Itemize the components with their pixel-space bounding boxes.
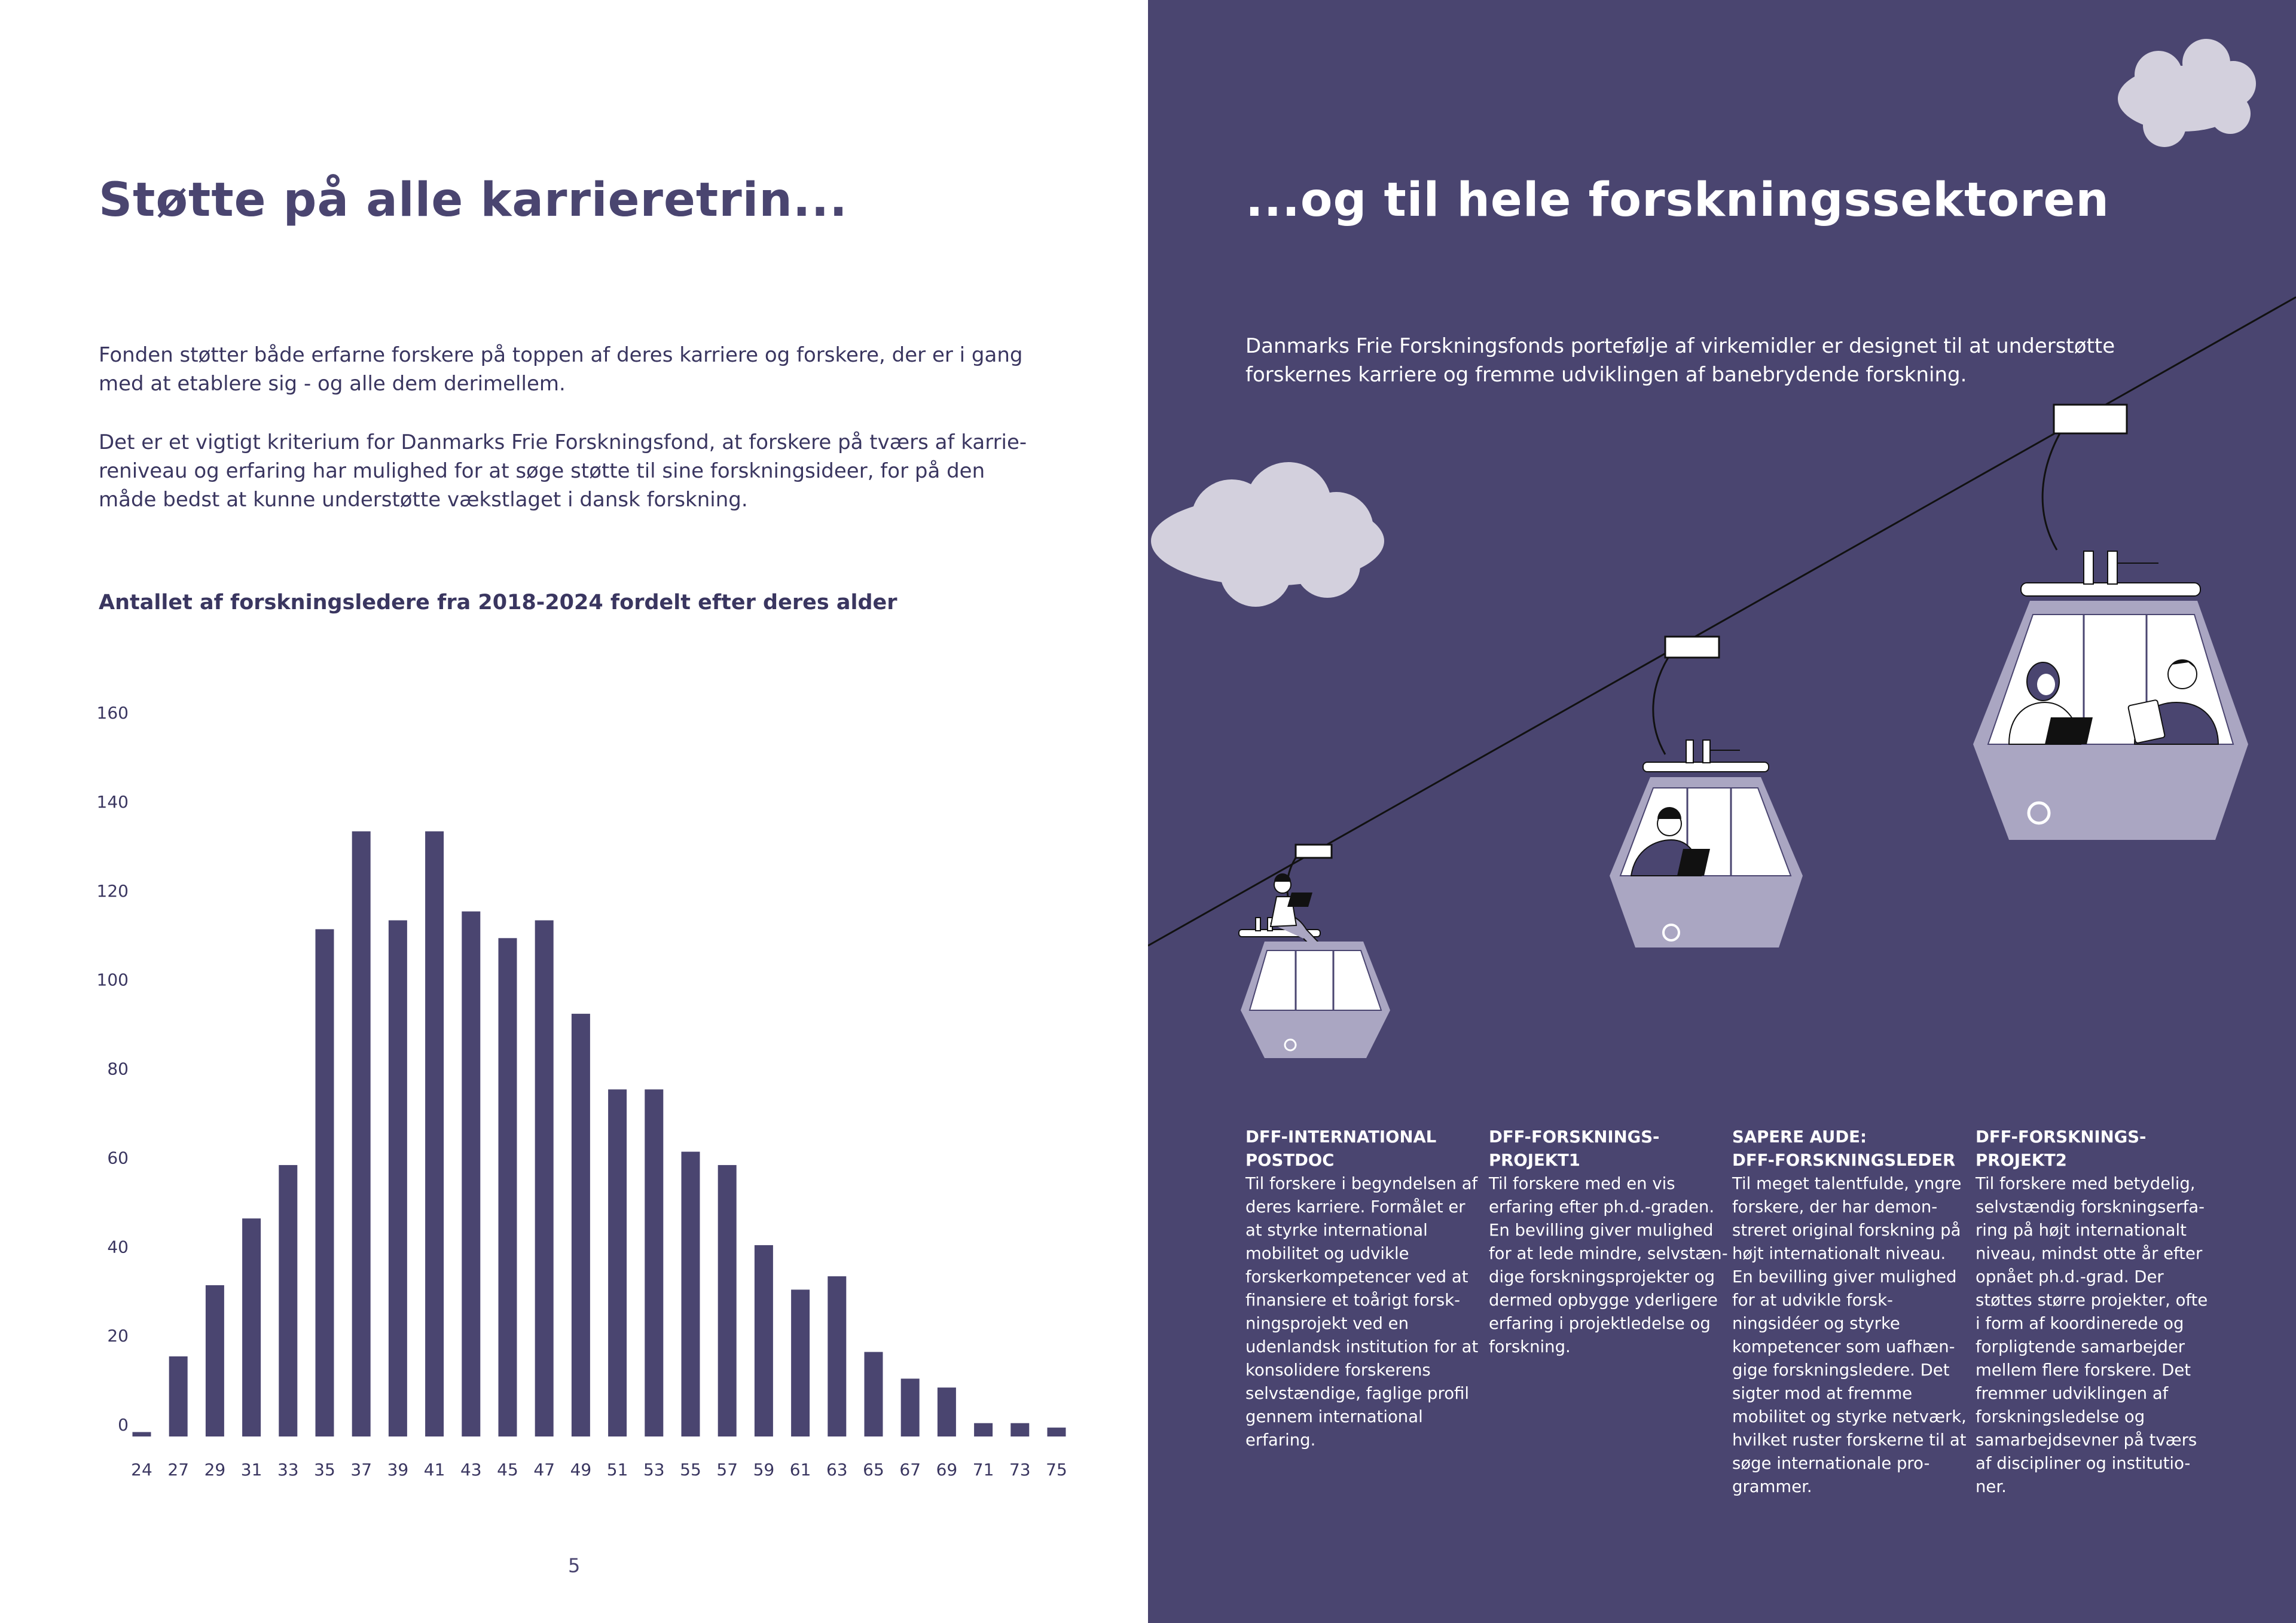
- column-line: konsolidere forskerens: [1245, 1361, 1431, 1380]
- column-line: Til forskere med en vis: [1489, 1174, 1675, 1193]
- y-tick-label: 140: [96, 791, 129, 812]
- bar: [1010, 1423, 1029, 1436]
- bar: [828, 1276, 846, 1436]
- column-line: mellem flere forskere. Det: [1976, 1361, 2191, 1380]
- column-line: Til forskere med betydelig,: [1976, 1174, 2196, 1193]
- column-line: forskere, der har demon-: [1732, 1197, 1938, 1217]
- x-tick-label: 57: [716, 1460, 738, 1480]
- column-line: samarbejdsevner på tværs: [1976, 1431, 2197, 1450]
- column-title: DFF-FORSKNINGS-: [1489, 1127, 1660, 1147]
- column-line: gige forskningsledere. Det: [1732, 1361, 1950, 1380]
- bar: [389, 921, 407, 1436]
- x-tick-label: 49: [570, 1460, 592, 1480]
- bar: [865, 1352, 883, 1436]
- column-line: selvstændige, faglige profil: [1245, 1384, 1469, 1403]
- column-line: ner.: [1976, 1477, 2007, 1496]
- bar: [279, 1165, 297, 1436]
- column-international-postdoc: [1245, 1126, 1479, 1452]
- column-line: streret original forskning på: [1732, 1221, 1961, 1240]
- text-line: reniveau og erfaring har mulighed for at søge støtte til sine forskningsideer, for på den: [99, 459, 985, 483]
- column-line: En bevilling giver mulighed: [1732, 1267, 1957, 1286]
- bar: [535, 921, 554, 1436]
- gondola-small: [1239, 845, 1390, 1058]
- x-tick-label: 47: [533, 1460, 555, 1480]
- page-number: 5: [568, 1554, 581, 1577]
- column-line: sigter mod at fremme: [1732, 1384, 1913, 1403]
- gondola-large: [1973, 405, 2248, 840]
- column-line: støttes større projekter, ofte: [1976, 1291, 2208, 1310]
- column-line: erfaring efter ph.d.-graden.: [1489, 1197, 1715, 1217]
- column-line: fremmer udviklingen af: [1976, 1384, 2169, 1403]
- x-tick-label: 31: [240, 1460, 262, 1480]
- column-line: Til forskere i begyndelsen af: [1245, 1174, 1478, 1193]
- column-forskningsprojekt2: [1976, 1126, 2209, 1499]
- text-line: Det er et vigtigt kriterium for Danmarks Frie Forskningsfond, at forskere på tværs af karrie-: [99, 430, 1027, 454]
- column-line: udenlandsk institution for at: [1245, 1337, 1479, 1356]
- x-tick-label: 69: [936, 1460, 958, 1480]
- column-line: selvstændig forskningserfa-: [1976, 1197, 2205, 1217]
- column-line: dermed opbygge yderligere: [1489, 1291, 1718, 1310]
- bar: [425, 832, 444, 1436]
- cloud-small: [2118, 39, 2256, 147]
- column-line: deres karriere. Formålet er: [1245, 1197, 1465, 1217]
- column-title: SAPERE AUDE:: [1732, 1127, 1867, 1147]
- column-line: for at udvikle forsk-: [1732, 1291, 1893, 1310]
- x-tick-label: 71: [972, 1460, 994, 1480]
- column-title: DFF-FORSKNINGS-: [1976, 1127, 2147, 1147]
- column-line: dige forskningsprojekter og: [1489, 1267, 1715, 1286]
- column-line: hvilket ruster forskerne til at: [1732, 1431, 1967, 1450]
- x-tick-label: 55: [680, 1460, 701, 1480]
- column-line: Til meget talentfulde, yngre: [1732, 1174, 1962, 1193]
- x-tick-label: 37: [350, 1460, 373, 1480]
- column-line: opnået ph.d.-grad. Der: [1976, 1267, 2164, 1286]
- intro-paragraph-1: [99, 341, 1022, 398]
- column-line: niveau, mindst otte år efter: [1976, 1244, 2203, 1263]
- x-tick-label: 61: [789, 1460, 811, 1480]
- column-line: kompetencer som uafhæn-: [1732, 1337, 1955, 1356]
- column-line: ring på højt internationalt: [1976, 1221, 2187, 1240]
- bar: [938, 1387, 956, 1436]
- column-line: En bevilling giver mulighed: [1489, 1221, 1714, 1240]
- column-line: ningsidéer og styrke: [1732, 1314, 1900, 1333]
- x-tick-label: 35: [314, 1460, 335, 1480]
- column-line: mobilitet og udvikle: [1245, 1244, 1409, 1263]
- column-forskningsprojekt1: [1489, 1126, 1728, 1359]
- x-tick-label: 39: [387, 1460, 409, 1480]
- text-line: Fonden støtter både erfarne forskere på toppen af deres karriere og forskere, der er i gang: [99, 343, 1023, 367]
- bar: [242, 1218, 261, 1436]
- bar: [206, 1285, 224, 1436]
- age-bar-chart: [84, 705, 1100, 1494]
- bar: [718, 1165, 737, 1436]
- y-tick-label: 60: [107, 1148, 129, 1168]
- bar: [169, 1356, 188, 1436]
- x-tick-label: 59: [753, 1460, 775, 1480]
- column-title: POSTDOC: [1245, 1151, 1335, 1170]
- x-tick-label: 33: [277, 1460, 299, 1480]
- bar: [1048, 1428, 1066, 1436]
- bar: [462, 912, 480, 1436]
- column-line: mobilitet og styrke netværk,: [1732, 1407, 1967, 1426]
- bar: [133, 1432, 151, 1436]
- x-tick-label: 63: [826, 1460, 848, 1480]
- x-tick-label: 45: [497, 1460, 518, 1480]
- bar: [974, 1423, 993, 1436]
- x-tick-label: 29: [204, 1460, 226, 1480]
- column-line: at styrke international: [1245, 1221, 1428, 1240]
- y-tick-label: 100: [96, 970, 129, 990]
- left-page-title: Støtte på alle karrieretrin...: [99, 173, 848, 227]
- right-intro-paragraph: [1245, 332, 2115, 389]
- column-line: forskning.: [1489, 1337, 1571, 1356]
- text-line: måde bedst at kunne understøtte vækstlaget i dansk forskning.: [99, 488, 748, 512]
- column-line: finansiere et toårigt forsk-: [1245, 1291, 1461, 1310]
- bar: [645, 1089, 663, 1436]
- bar: [755, 1245, 773, 1436]
- column-line: for at lede mindre, selvstæn-: [1489, 1244, 1728, 1263]
- column-line: gennem international: [1245, 1407, 1423, 1426]
- y-tick-label: 80: [107, 1059, 129, 1079]
- text-line: med at etablere sig - og alle dem derimellem.: [99, 372, 566, 396]
- column-line: erfaring i projektledelse og: [1489, 1314, 1711, 1333]
- y-tick-label: 0: [118, 1415, 129, 1435]
- x-tick-label: 65: [863, 1460, 884, 1480]
- column-line: højt internationalt niveau.: [1732, 1244, 1946, 1263]
- bar: [682, 1152, 700, 1436]
- x-tick-label: 75: [1046, 1460, 1067, 1480]
- column-line: forskningsledelse og: [1976, 1407, 2145, 1426]
- x-tick-label: 53: [643, 1460, 665, 1480]
- bar: [608, 1089, 627, 1436]
- bar: [316, 929, 334, 1436]
- bar: [499, 938, 517, 1436]
- y-tick-label: 20: [107, 1326, 129, 1346]
- x-tick-label: 73: [1009, 1460, 1031, 1480]
- y-tick-label: 160: [96, 705, 129, 723]
- column-line: forskerkompetencer ved at: [1245, 1267, 1468, 1286]
- bar: [572, 1014, 590, 1436]
- gondola-medium: [1610, 637, 1803, 947]
- right-page-title: ...og til hele forskningssektoren: [1245, 173, 2109, 227]
- bar: [352, 832, 371, 1436]
- bar: [791, 1289, 810, 1436]
- x-tick-label: 41: [423, 1460, 445, 1480]
- y-tick-label: 40: [107, 1237, 129, 1257]
- right-page: [1148, 0, 2296, 1623]
- column-line: i form af koordinerede og: [1976, 1314, 2184, 1333]
- column-title: PROJEKT1: [1489, 1151, 1580, 1170]
- y-tick-label: 120: [96, 881, 129, 901]
- column-line: ningsprojekt ved en: [1245, 1314, 1409, 1333]
- text-line: forskernes karriere og fremme udviklingen af banebrydende forskning.: [1245, 363, 1967, 387]
- x-tick-label: 51: [606, 1460, 628, 1480]
- x-tick-label: 43: [460, 1460, 482, 1480]
- text-line: Danmarks Frie Forskningsfonds portefølje af virkemidler er designet til at understøtte: [1245, 334, 2115, 358]
- bar: [901, 1379, 920, 1436]
- x-tick-label: 27: [167, 1460, 190, 1480]
- intro-paragraph-2: [99, 428, 1027, 514]
- x-tick-label: 67: [899, 1460, 921, 1480]
- column-line: erfaring.: [1245, 1431, 1316, 1450]
- chart-heading: Antallet af forskningsledere fra 2018-2024 fordelt efter deres alder: [99, 591, 897, 615]
- column-line: søge internationale pro-: [1732, 1454, 1930, 1473]
- column-title: PROJEKT2: [1976, 1151, 2067, 1170]
- column-line: af discipliner og institutio-: [1976, 1454, 2191, 1473]
- column-title: DFF-FORSKNINGSLEDER: [1732, 1151, 1956, 1170]
- column-sapere-aude: [1732, 1126, 1965, 1499]
- column-line: grammer.: [1732, 1477, 1812, 1496]
- x-tick-label: 24: [131, 1460, 152, 1480]
- cloud-large: [1151, 462, 1384, 607]
- column-line: forpligtende samarbejder: [1976, 1337, 2185, 1356]
- column-title: DFF-INTERNATIONAL: [1245, 1127, 1437, 1147]
